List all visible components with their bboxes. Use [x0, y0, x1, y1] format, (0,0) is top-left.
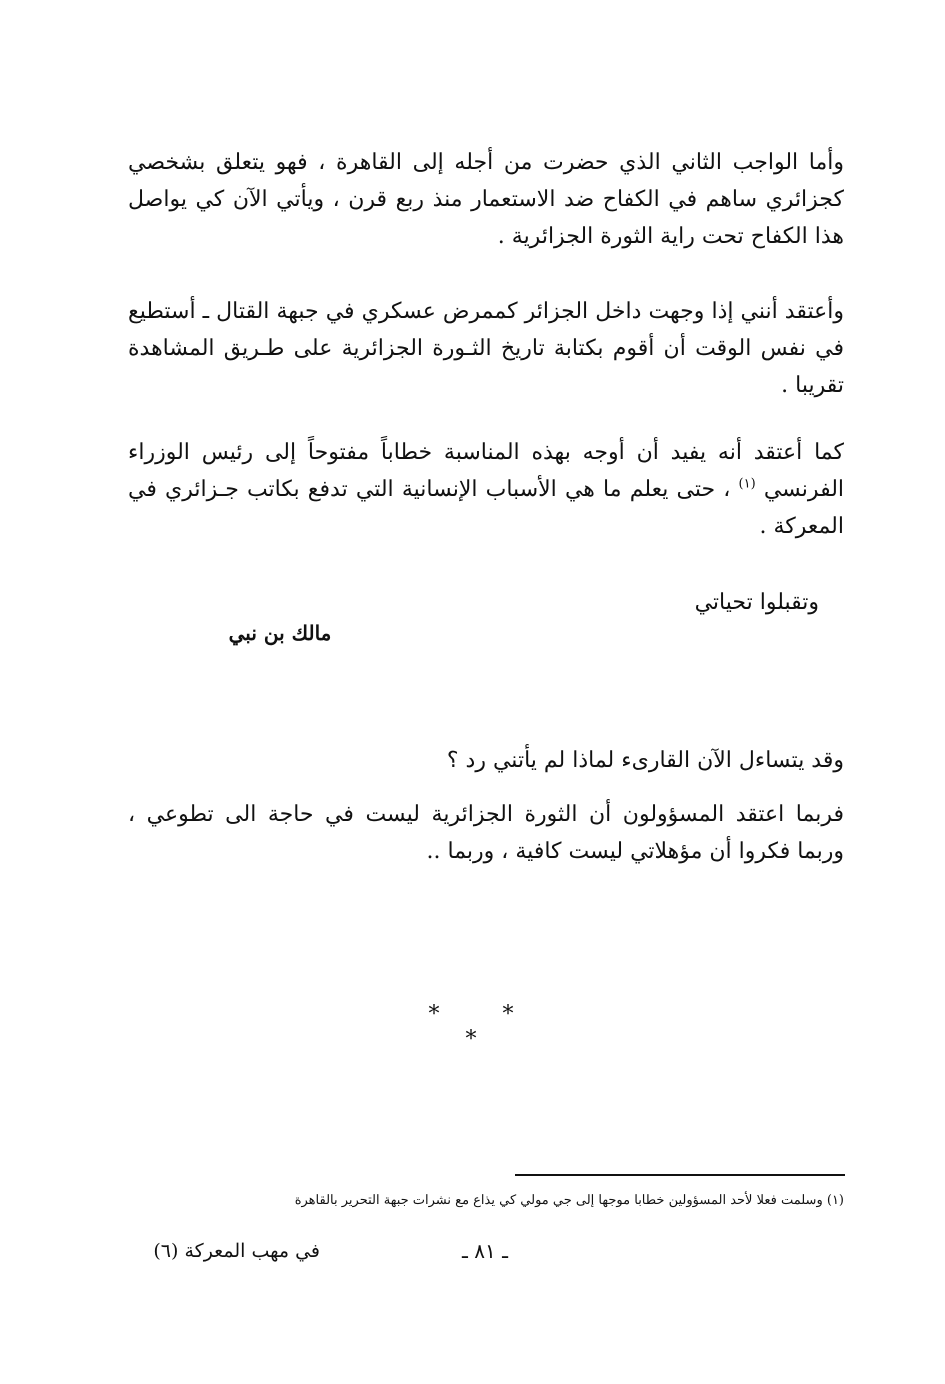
letter-paragraph-3-end: ، حتى يعلم ما هي الأسباب الإنسانية التي تدفع بكاتب جـزائري في المعركة . [128, 477, 844, 539]
footnote: (١) وسلمت فعلا لأحد المسؤولين خطابا موجها إلى جي مولي كي يذاع مع نشرات جبهة التحرير بالقاهرة [294, 1193, 844, 1208]
footnote-reference-marker: (١) [738, 476, 756, 492]
commentary-paragraph-2: فربما اعتقد المسؤولون أن الثورة الجزائرية ليست في حاجة الى تطوعي ، وربما فكروا أن مؤهلاتي ليست كافية ، وربما .. [128, 802, 844, 864]
letter-paragraph-1: وأما الواجب الثاني الذي حضرت من أجله إلى القاهرة ، فهو يتعلق بشخصي كجزائري ساهم في الكفاح ضد الاستعمار منذ ربع قرن ، ويأتي الآن كي يواصل هذا الكفاح تحت راية الثورة الجزائرية . [128, 150, 844, 249]
letter-paragraph-3-start: كما أعتقد أنه يفيد أن أوجه بهذه المناسبة خطاباً مفتوحاً إلى رئيس الوزراء الفرنسي [128, 440, 845, 502]
commentary-paragraph-1: وقد يتساءل الآن القارىء لماذا لم يأتني رد ؟ [446, 748, 844, 773]
section-break-asterisks: * * * [428, 1002, 542, 1052]
letter-closing: وتقبلوا تحياتي [694, 590, 819, 615]
author-signature: مالك بن نبي [228, 621, 332, 645]
footnote-separator-rule [515, 1174, 845, 1176]
page-number: ـ ٨١ ـ [462, 1239, 508, 1263]
letter-paragraph-3 [128, 434, 844, 545]
running-footer-title: في مهب المعركة (٦) [153, 1240, 320, 1262]
letter-paragraph-2: وأعتقد أنني إذا وجهت داخل الجزائر كممرض عسكري في جبهة القتال ـ أستطيع في نفس الوقت أن أقوم بكتابة تاريخ الثـورة الجزائرية على طـريق المشاهدة تقريبا . [128, 299, 844, 398]
